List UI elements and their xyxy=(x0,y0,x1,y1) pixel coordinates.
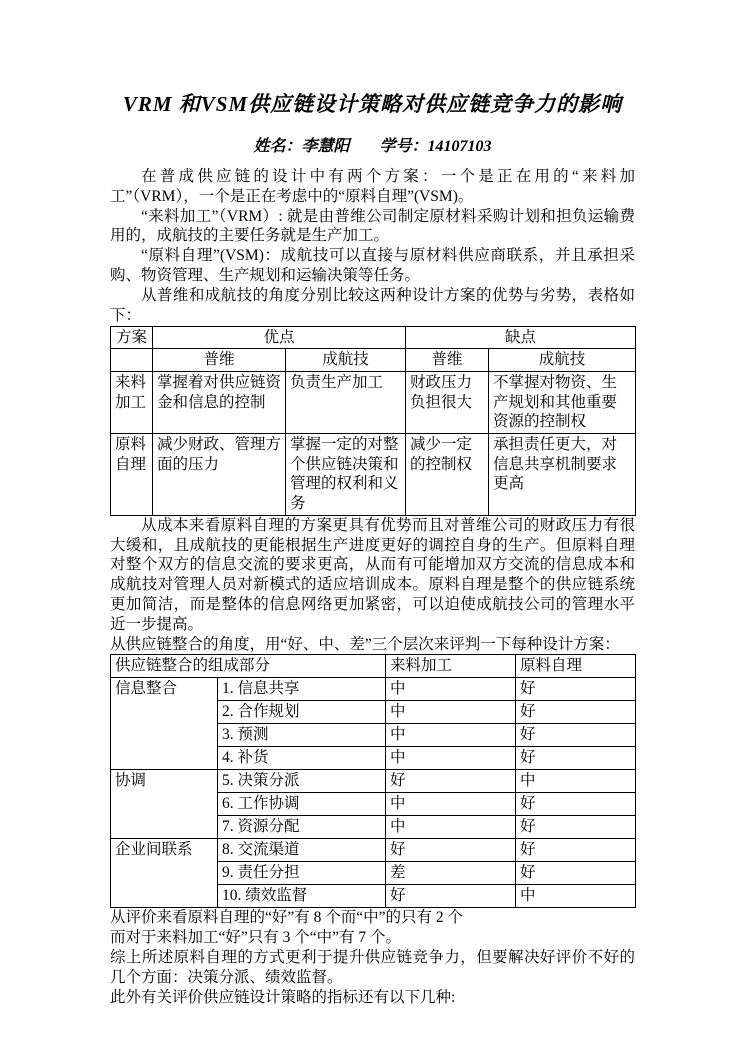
paragraph-vrm-definition: “来料加工”（VRM）: 就是由普维公司制定原材料采购计划和担负运输费用的，成航技的主要任务就是生产加工。 xyxy=(110,207,635,245)
paragraph-table2-lead: 从供应链整合的角度，用“好、中、差”三个层次来评判一下每种设计方案： xyxy=(110,635,620,653)
paragraph-intro: 在普成供应链的设计中有两个方案：一个是正在用的“来料加工”（VRM），一个是正在考虑中的“原料自理”(VSM)。 xyxy=(110,168,635,205)
t2-rating-self: 好 xyxy=(516,701,636,724)
t1-cell-pros-chenghangji: 负责生产加工 xyxy=(286,371,406,433)
t2-rating-self: 好 xyxy=(516,816,636,839)
t2-rating-incoming: 中 xyxy=(386,793,516,816)
t2-row xyxy=(111,770,636,793)
t2-header-component: 供应链整合的组成部分 xyxy=(111,655,386,678)
t2-rating-incoming: 中 xyxy=(386,701,516,724)
t2-item: 9. 责任分担 xyxy=(218,862,386,885)
t1-cell-pros-chenghangji: 掌握一定的对整个供应链决策和管理的权利和义务 xyxy=(286,433,406,515)
t1-plan-label: 来料加工 xyxy=(111,371,153,433)
t2-header-row xyxy=(111,655,636,678)
t1-subheader-cons-puwei: 普维 xyxy=(406,349,489,372)
t2-item: 3. 预测 xyxy=(218,724,386,747)
t2-rating-self: 好 xyxy=(516,793,636,816)
t2-category-information: 信息整合 xyxy=(111,678,218,770)
t2-header-self-managed: 原料自理 xyxy=(516,655,636,678)
t2-rating-self: 中 xyxy=(516,885,636,908)
t2-rating-self: 好 xyxy=(516,839,636,862)
t2-item: 1. 信息共享 xyxy=(218,678,386,701)
paragraph-other-indicators: 此外有关评价供应链设计策略的指标还有以下几种: xyxy=(110,988,456,1006)
t2-item: 10. 绩效监督 xyxy=(218,885,386,908)
t1-cell-cons-puwei: 减少一定的控制权 xyxy=(406,433,489,515)
t1-subheader-row xyxy=(111,349,636,372)
t2-item: 6. 工作协调 xyxy=(218,793,386,816)
byline xyxy=(110,133,635,156)
t1-subheader-empty xyxy=(111,349,153,372)
t1-header-row xyxy=(111,326,636,349)
t2-category-inter-enterprise: 企业间联系 xyxy=(111,839,218,908)
paragraph-self-managed-score: 从评价来看原料自理的“好”有 8 个而“中”的只有 2 个 xyxy=(110,909,464,927)
t2-rating-incoming: 中 xyxy=(386,747,516,770)
pros-cons-table xyxy=(110,326,636,516)
t1-header-pros: 优点 xyxy=(153,326,406,349)
paragraph-vsm-definition: “原料自理”(VSM)：成航技可以直接与原材料供应商联系，并且承担采购、物资管理、生产规划和运输决策等任务。 xyxy=(110,247,635,285)
t1-row-self-managed xyxy=(111,433,636,515)
t2-item: 7. 资源分配 xyxy=(218,816,386,839)
paragraph-incoming-score: 而对于来料加工“好”只有 3 个“中”有 7 个。 xyxy=(110,929,402,947)
t1-cell-pros-puwei: 掌握着对供应链资金和信息的控制 xyxy=(153,371,286,433)
t2-item: 4. 补货 xyxy=(218,747,386,770)
t2-rating-self: 好 xyxy=(516,724,636,747)
t2-rating-incoming: 好 xyxy=(386,885,516,908)
t2-item: 2. 合作规划 xyxy=(218,701,386,724)
t2-category-coordination: 协调 xyxy=(111,770,218,839)
t1-plan-label: 原料自理 xyxy=(111,433,153,515)
t1-row-incoming-processing xyxy=(111,371,636,433)
t2-item: 5. 决策分派 xyxy=(218,770,386,793)
paragraph-cost-analysis: 从成本来看原料自理的方案更具有优势而且对普维公司的财政压力有很大缓和，且成航技的更能根据生产进度更好的调控自身的生产。但原料自理对整个双方的信息交流的要求更高，从而有可能增加双方交流的信息成本和成航技对管理人员对新模式的适应培训成本。原料自理是整个的供应链系统更加简洁，而是整体的信息网络更加紧密，可以迫使成航技公司的管理水平近一步提高。 xyxy=(110,516,635,633)
t1-cell-pros-puwei: 减少财政、管理方面的压力 xyxy=(153,433,286,515)
t2-header-incoming: 来料加工 xyxy=(386,655,516,678)
author-name: 姓名：李慧阳 xyxy=(253,138,350,155)
t2-rating-incoming: 中 xyxy=(386,724,516,747)
t2-rating-incoming: 中 xyxy=(386,678,516,701)
t2-row xyxy=(111,839,636,862)
t2-rating-incoming: 好 xyxy=(386,839,516,862)
t1-header-plan: 方案 xyxy=(111,326,153,349)
t1-header-cons: 缺点 xyxy=(406,326,636,349)
t2-item: 8. 交流渠道 xyxy=(218,839,386,862)
t1-cell-cons-chenghangji: 承担责任更大，对信息共享机制要求更高 xyxy=(489,433,636,515)
t2-rating-self: 好 xyxy=(516,747,636,770)
t2-row xyxy=(111,678,636,701)
paragraph-conclusion: 综上所述原料自理的方式更利于提升供应链竞争力，但要解决好评价不好的几个方面：决策分派、绩效监督。 xyxy=(110,949,635,986)
t2-rating-self: 中 xyxy=(516,770,636,793)
t1-cell-cons-puwei: 财政压力负担很大 xyxy=(406,371,489,433)
student-id: 学号：14107103 xyxy=(379,138,492,155)
t2-rating-incoming: 中 xyxy=(386,816,516,839)
integration-rating-table xyxy=(110,654,636,908)
document-title: VRM 和VSM供应链设计策略对供应链竞争力的影响 xyxy=(122,92,623,116)
paragraph-table1-lead: 从普维和成航技的角度分别比较这两种设计方案的优势与劣势，表格如下： xyxy=(110,286,635,324)
t1-cell-cons-chenghangji: 不掌握对物资、生产规划和其他重要资源的控制权 xyxy=(489,371,636,433)
t2-rating-self: 好 xyxy=(516,678,636,701)
t1-subheader-cons-chenghangji: 成航技 xyxy=(489,349,636,372)
t2-rating-incoming: 差 xyxy=(386,862,516,885)
t2-rating-self: 好 xyxy=(516,862,636,885)
t1-subheader-pros-puwei: 普维 xyxy=(153,349,286,372)
t2-rating-incoming: 好 xyxy=(386,770,516,793)
t1-subheader-pros-chenghangji: 成航技 xyxy=(286,349,406,372)
